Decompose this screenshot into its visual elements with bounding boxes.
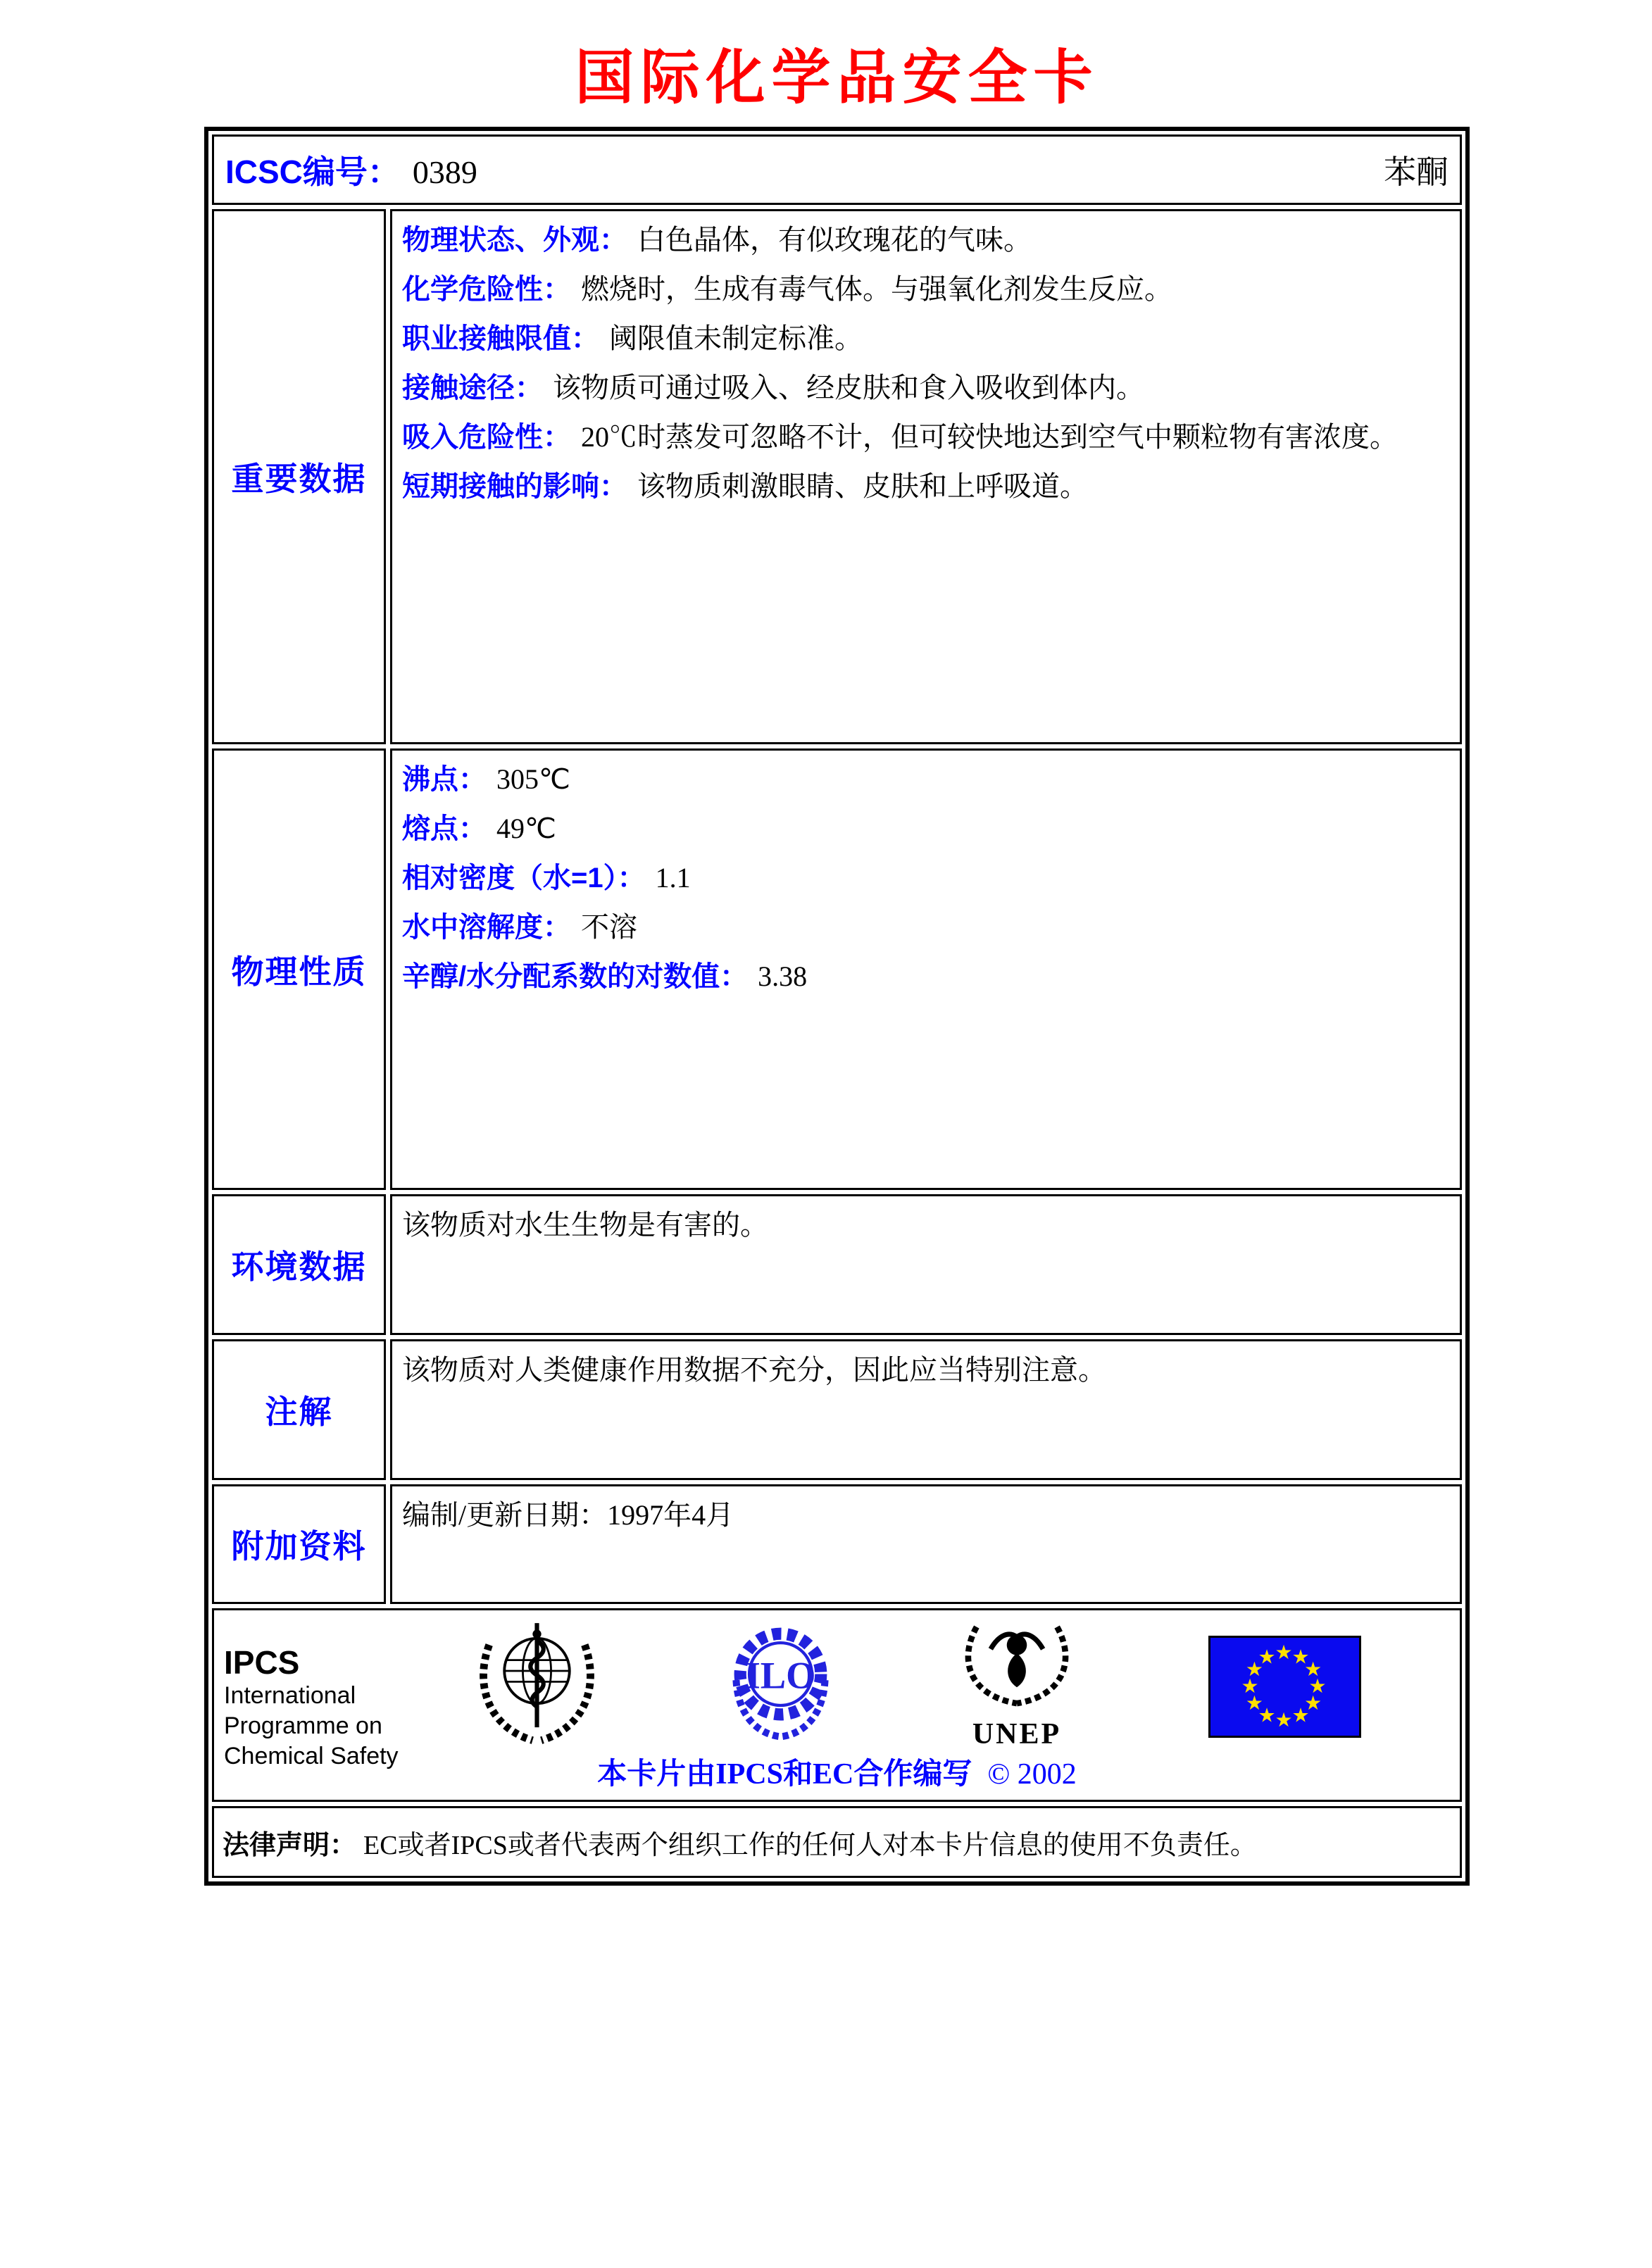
section-entry: [402, 314, 1450, 363]
icsc-number-group: [225, 146, 477, 193]
unep-wordmark: UNEP: [972, 1718, 1062, 1750]
entry-value: 该物质可通过吸入、经皮肤和食入吸收到体内。: [553, 372, 1144, 403]
section-entry: [402, 363, 1450, 413]
entry-value: 3.38: [758, 960, 808, 992]
entry-label: 接触途径：: [402, 372, 543, 403]
section-additional-information: [212, 1484, 1462, 1604]
entry-value: 该物质刺激眼睛、皮肤和上呼吸道。: [637, 470, 1088, 502]
section-content: [390, 748, 1462, 1190]
icsc-card-table: [204, 127, 1470, 1886]
icsc-number-label: ICSC编号：: [225, 154, 400, 190]
entry-label: 职业接触限值：: [402, 323, 599, 354]
ipcs-line-1: International: [224, 1682, 356, 1709]
entry-label: 相对密度（水=1）：: [402, 863, 646, 894]
entry-label: 水中溶解度：: [402, 912, 571, 943]
entry-value: 不溶: [581, 911, 637, 943]
ilo-letters: ILO: [745, 1653, 816, 1697]
section-environmental-data: [212, 1194, 1462, 1335]
section-entry: [402, 952, 1450, 1001]
eu-flag-icon: [1208, 1636, 1361, 1738]
attribution-text: 合作编写: [853, 1757, 972, 1790]
section-entry: [402, 462, 1450, 511]
section-content: [390, 1484, 1462, 1604]
who-logo-icon: [472, 1619, 602, 1749]
legal-label: 法律声明：: [223, 1830, 357, 1860]
unep-logo: [946, 1619, 1087, 1749]
organizations-footer: [212, 1608, 1462, 1802]
section-entry: [402, 1346, 1450, 1395]
chemical-name: 苯酮: [1384, 154, 1448, 190]
section-important-data: [212, 209, 1462, 744]
entry-value: 白色晶体，有似玫瑰花的气味。: [637, 224, 1032, 256]
entry-label: 熔点：: [402, 813, 487, 844]
attribution-line: [214, 1750, 1460, 1793]
entry-label: 物理状态、外观：: [402, 225, 627, 256]
ipcs-line-2: Programme on: [224, 1712, 382, 1739]
attribution-ipcs: IPCS: [715, 1758, 783, 1791]
legal-text: EC或者IPCS或者代表两个组织工作的任何人对本卡片信息的使用不负责任。: [363, 1830, 1257, 1860]
section-entry: [402, 903, 1450, 952]
ilo-logo-icon: [715, 1622, 846, 1743]
section-entry: [402, 853, 1450, 903]
entry-value: 阈限值未制定标准。: [609, 322, 863, 354]
section-label: 环境数据: [212, 1194, 386, 1335]
entry-value: 燃烧时，生成有毒气体。与强氧化剂发生反应。: [581, 273, 1172, 305]
section-label: 注解: [212, 1339, 386, 1480]
section-physical-properties: [212, 748, 1462, 1190]
section-content: [390, 1339, 1462, 1480]
attribution-ec: EC: [812, 1758, 854, 1791]
card-header-row: [212, 134, 1462, 205]
section-label: 重要数据: [212, 209, 386, 744]
entry-value: 编制/更新日期：1997年4月: [402, 1499, 734, 1531]
section-content: [390, 209, 1462, 744]
entry-value: 49℃: [496, 813, 556, 844]
attribution-text: 本卡片由: [597, 1757, 716, 1790]
entry-value: 20℃时蒸发可忽略不计，但可较快地达到空气中颗粒物有害浓度。: [581, 421, 1398, 453]
section-entry: [402, 1201, 1450, 1250]
entry-value: 305℃: [496, 763, 570, 795]
attribution-text: 和: [782, 1757, 813, 1790]
section-entry: [402, 215, 1450, 265]
unep-emblem-icon: [946, 1619, 1087, 1715]
entry-label: 吸入危险性：: [402, 422, 571, 453]
ipcs-line-3: Chemical Safety: [224, 1743, 399, 1769]
entry-label: 短期接触的影响：: [402, 471, 627, 502]
section-entry: [402, 413, 1450, 462]
entry-value: 该物质对人类健康作用数据不充分，因此应当特别注意。: [402, 1354, 1106, 1386]
entry-value: 该物质对水生生物是有害的。: [402, 1209, 768, 1241]
legal-disclaimer-row: [212, 1806, 1462, 1878]
section-entry: [402, 1491, 1450, 1540]
entry-value: 1.1: [655, 862, 691, 894]
entry-label: 辛醇/水分配系数的对数值：: [402, 961, 749, 992]
section-entry: [402, 755, 1450, 804]
page-title: 国际化学品安全卡: [575, 46, 1099, 111]
copyright-text: © 2002: [987, 1758, 1077, 1791]
entry-label: 沸点：: [402, 764, 487, 795]
ipcs-acronym: IPCS: [224, 1644, 300, 1681]
entry-label: 化学危险性：: [402, 274, 571, 305]
section-content: [390, 1194, 1462, 1335]
section-entry: [402, 804, 1450, 853]
icsc-number-value: 0389: [412, 154, 477, 190]
section-label: 物理性质: [212, 748, 386, 1190]
section-notes: [212, 1339, 1462, 1480]
section-label: 附加资料: [212, 1484, 386, 1604]
section-entry: [402, 265, 1450, 314]
